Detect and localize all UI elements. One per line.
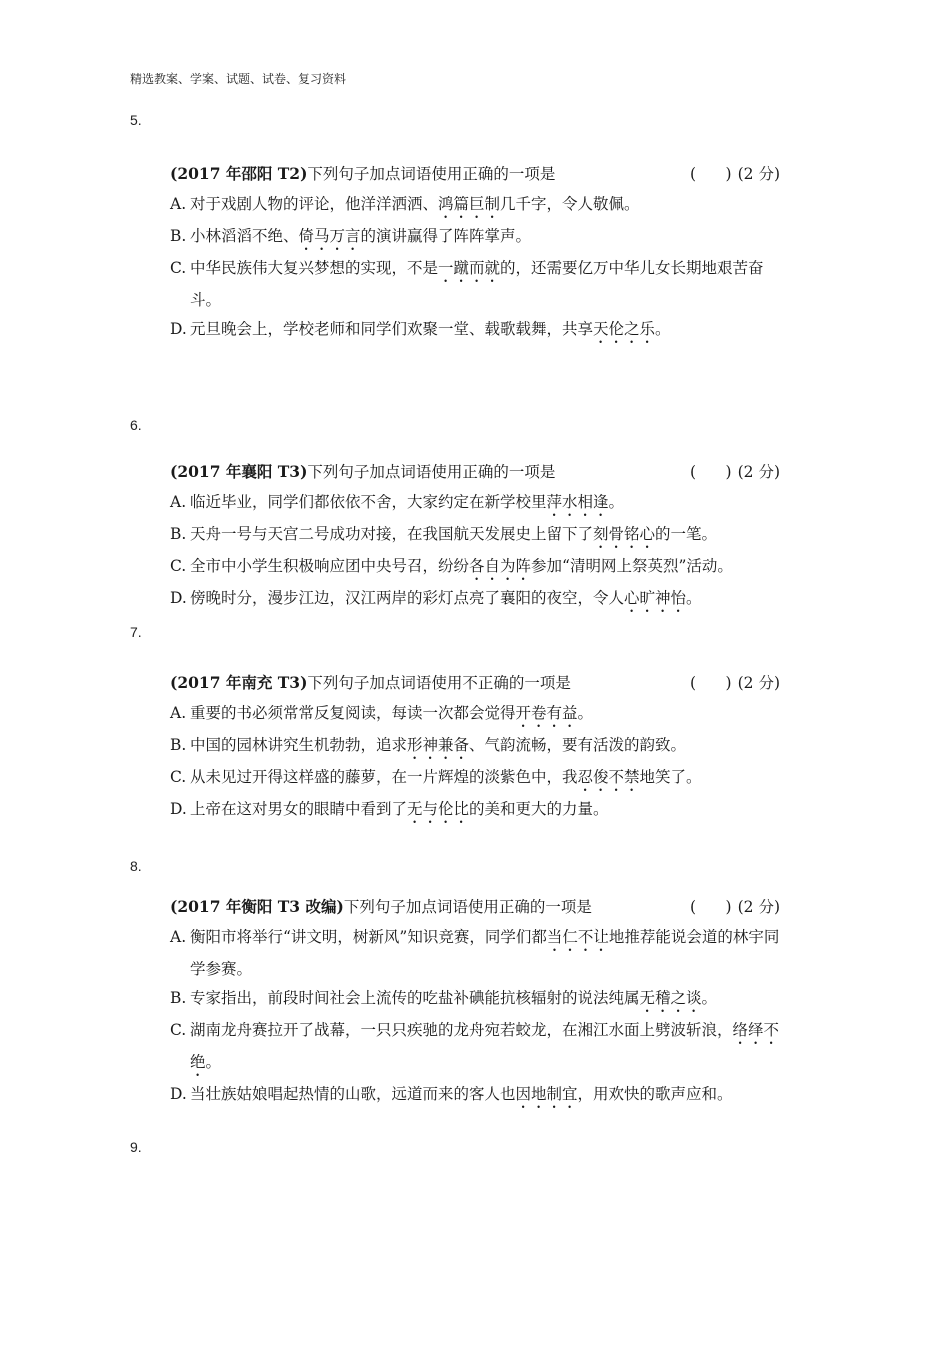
option-text: 全市中小学生积极响应团中央号召，纷纷: [190, 556, 470, 575]
page-header: 精选教案、学案、试题、试卷、复习资料: [130, 72, 347, 86]
dotted-phrase: 当仁不让: [546, 927, 609, 946]
option-text: 、气韵流畅，要有活泼的韵致。: [469, 735, 687, 754]
option-text: 。: [655, 320, 671, 338]
option-letter: B.: [170, 735, 187, 754]
option-text: 地推荐能说会道的林宇同学参赛。: [190, 927, 780, 978]
option-a: [170, 190, 780, 222]
question-score: (2 分): [737, 463, 780, 481]
dotted-phrase: 天伦之乐: [593, 320, 656, 338]
question-score: (2 分): [737, 674, 780, 692]
question-number: 9.: [130, 1139, 142, 1155]
option-letter: D.: [170, 799, 187, 818]
option-text: 的美和更大的力量。: [469, 799, 609, 818]
option-text: 的演讲赢得了阵阵掌声。: [360, 226, 532, 245]
dotted-phrase: 忍俊不禁: [577, 767, 640, 786]
option-letter: A.: [170, 194, 187, 213]
dotted-phrase: 形神兼备: [407, 735, 470, 754]
option-text: 专家指出，前段时间社会上流传的吃盐补碘能抗核辐射的说法纯属: [190, 989, 640, 1007]
question-text: 下列句子加点词语使用不正确的一项是: [307, 674, 571, 692]
option-letter: A.: [170, 703, 187, 722]
dotted-phrase: 开卷有益: [515, 703, 578, 722]
option-text: 元旦晚会上，学校老师和同学们欢聚一堂、载歌载舞，共享: [190, 320, 594, 338]
dotted-phrase: 鸿篇巨制: [438, 194, 501, 213]
option-letter: A.: [170, 927, 187, 946]
question-source: (2017 年邵阳 T2): [170, 164, 308, 183]
answer-blank: ( ): [689, 674, 732, 692]
question-number: 5.: [130, 112, 142, 128]
option-text: 。: [608, 492, 625, 511]
question-stem: [170, 457, 780, 488]
option-text: 重要的书必须常常反复阅读，每读一次都会觉得: [190, 703, 516, 722]
option-d: [170, 315, 780, 347]
option-letter: D.: [170, 588, 187, 607]
option-text: 傍晚时分，漫步江边，汉江两岸的彩灯点亮了襄阳的夜空，令人: [190, 588, 625, 607]
question-number: 6.: [130, 417, 142, 433]
option-text: 对于戏剧人物的评论，他洋洋洒洒、: [190, 194, 439, 213]
option-c: [170, 1016, 780, 1080]
option-letter: D.: [170, 1085, 187, 1103]
option-text: 天舟一号与天宫二号成功对接，在我国航天发展史上留下了: [190, 524, 594, 543]
option-b: [170, 731, 780, 763]
question-block: [170, 892, 780, 1112]
question-score: (2 分): [737, 898, 780, 916]
option-text: 临近毕业，同学们都依依不舍，大家约定在新学校里: [190, 492, 547, 511]
option-text: 。: [686, 588, 702, 607]
answer-blank: ( ): [689, 165, 732, 183]
question-text: 下列句子加点词语使用正确的一项是: [307, 463, 556, 481]
dotted-phrase: 各自为阵: [469, 556, 532, 575]
dotted-phrase: 倚马万言: [298, 226, 361, 245]
option-text: 。: [205, 1053, 222, 1071]
question-stem: [170, 892, 780, 923]
option-text: 当壮族姑娘唱起热情的山歌，远道而来的客人也: [190, 1085, 516, 1103]
option-letter: B.: [170, 226, 187, 245]
question-text: 下列句子加点词语使用正确的一项是: [307, 165, 556, 183]
question-stem: [170, 668, 780, 699]
question-source: (2017 年南充 T3): [170, 673, 308, 692]
option-text: 上帝在这对男女的眼睛中看到了: [190, 799, 408, 818]
option-letter: C.: [170, 767, 187, 786]
option-letter: C.: [170, 556, 187, 575]
option-text: 湖南龙舟赛拉开了战幕，一只只疾驰的龙舟宛若蛟龙，在湘江水面上劈波斩浪，: [190, 1021, 733, 1039]
option-a: [170, 923, 780, 985]
option-letter: C.: [170, 1021, 187, 1039]
question-score: (2 分): [737, 165, 780, 183]
option-text: 小林滔滔不绝、: [190, 226, 299, 245]
question-source: (2017 年襄阳 T3): [170, 462, 308, 481]
dotted-phrase: 心旷神怡: [624, 588, 687, 607]
option-c: [170, 763, 780, 795]
question-block: [170, 159, 780, 347]
option-text: 。: [701, 989, 718, 1007]
option-b: [170, 984, 780, 1016]
option-text: 参加“清明网上祭英烈”活动。: [531, 556, 733, 575]
dotted-phrase: 无与伦比: [407, 799, 470, 818]
dotted-phrase: 刻骨铭心: [593, 524, 656, 543]
option-d: [170, 1080, 780, 1112]
option-letter: B.: [170, 989, 187, 1007]
question-number: 7.: [130, 624, 142, 640]
option-letter: D.: [170, 320, 187, 338]
question-block: [170, 457, 780, 616]
option-text: 地笑了。: [639, 767, 702, 786]
option-b: [170, 222, 780, 254]
dotted-phrase: 因地制宜: [515, 1085, 578, 1103]
question-text: 下列句子加点词语使用正确的一项是: [343, 898, 592, 916]
option-c: [170, 552, 780, 584]
question-source: (2017 年衡阳 T3 改编): [170, 897, 344, 916]
question-stem: [170, 159, 780, 190]
option-letter: B.: [170, 524, 187, 543]
option-letter: A.: [170, 492, 187, 511]
dotted-phrase: 萍水相逢: [546, 492, 609, 511]
dotted-phrase: 无稽之谈: [639, 989, 702, 1007]
question-block: [170, 668, 780, 827]
answer-blank: ( ): [689, 898, 732, 916]
option-text: 从未见过开得这样盛的藤萝，在一片辉煌的淡紫色中，我: [190, 767, 578, 786]
option-b: [170, 520, 780, 552]
option-text: 衡阳市将举行“讲文明，树新风”知识竞赛，同学们都: [190, 927, 547, 946]
dotted-phrase: 一蹴而就: [438, 258, 501, 277]
option-text: 的，还需要亿万中华儿女长期地艰苦奋斗。: [190, 258, 764, 309]
option-text: 中国的园林讲究生机勃勃，追求: [190, 735, 408, 754]
dotted-phrase: 络绎不绝: [190, 1021, 780, 1071]
question-number: 8.: [130, 858, 142, 874]
option-d: [170, 795, 780, 827]
option-text: 。: [577, 703, 594, 722]
option-c: [170, 254, 780, 316]
option-d: [170, 584, 780, 616]
option-text: 几千字，令人敬佩。: [500, 194, 640, 213]
answer-blank: ( ): [689, 463, 732, 481]
option-text: ，用欢快的歌声应和。: [577, 1085, 733, 1103]
option-text: 的一笔。: [655, 524, 718, 543]
option-a: [170, 488, 780, 520]
option-text: 中华民族伟大复兴梦想的实现，不是: [190, 258, 439, 277]
option-a: [170, 699, 780, 731]
option-letter: C.: [170, 258, 187, 277]
